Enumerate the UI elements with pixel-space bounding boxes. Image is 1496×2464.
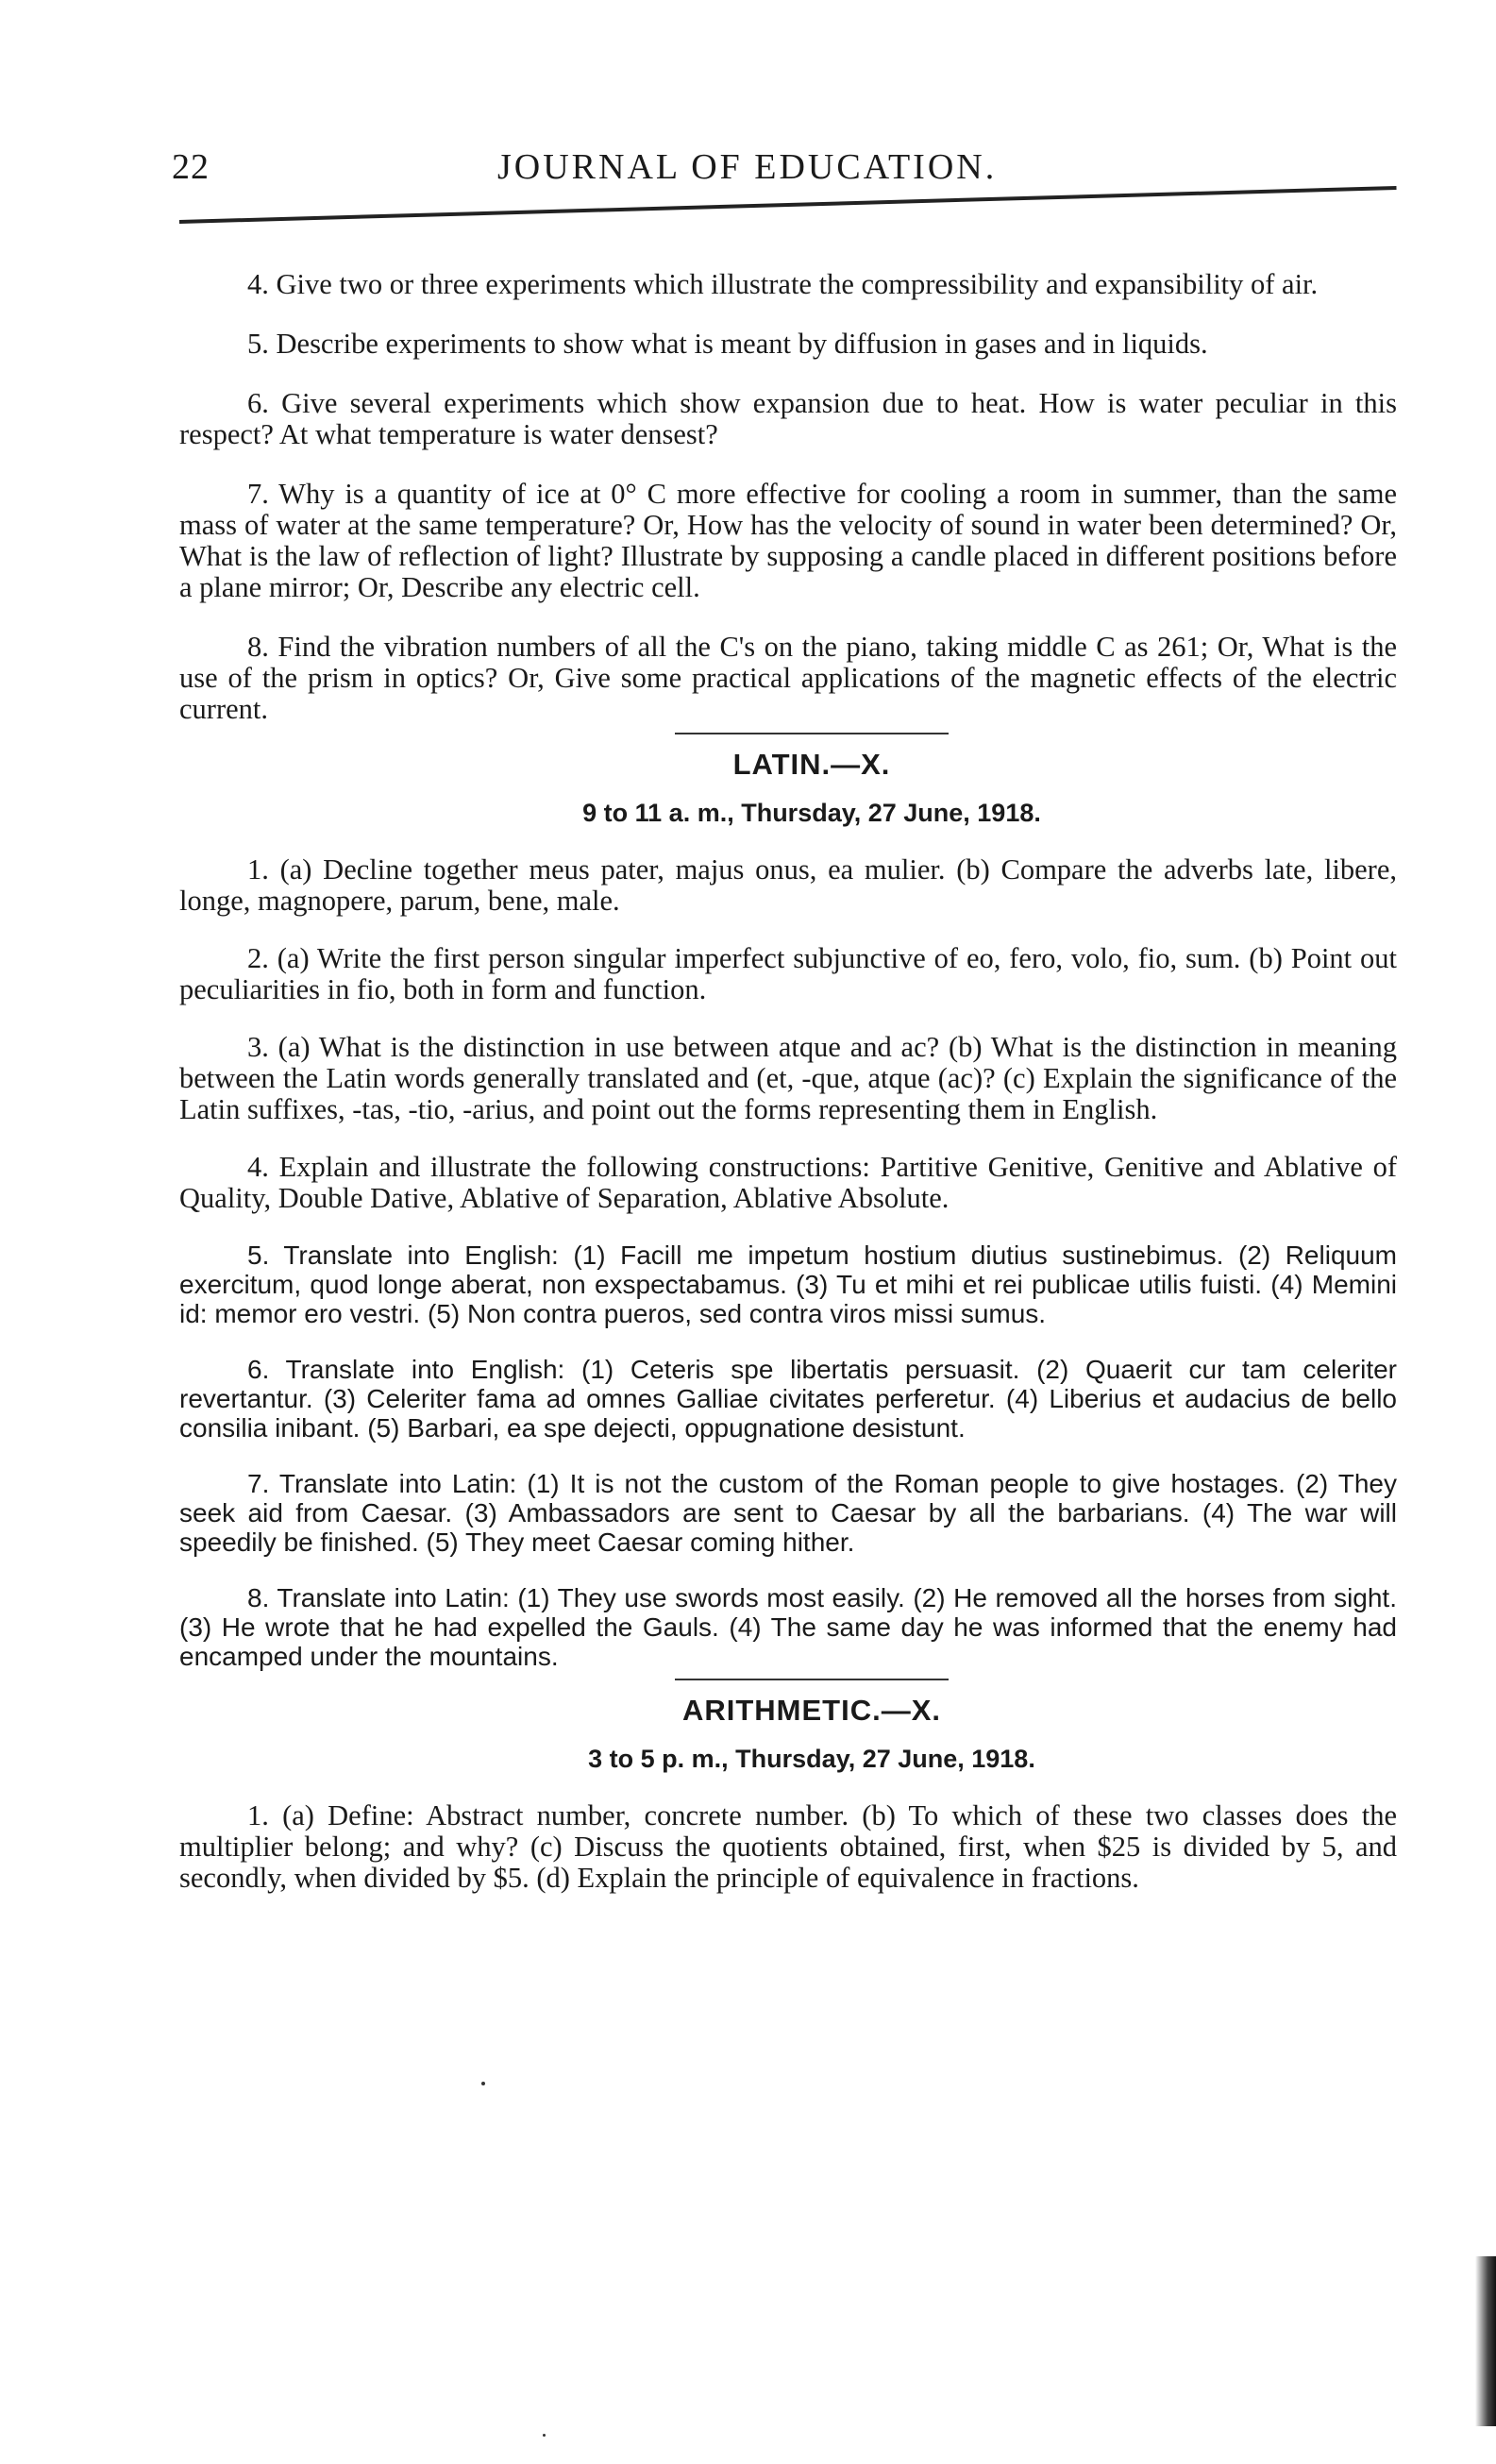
arithmetic-exam-time: 3 to 5 p. m., Thursday, 27 June, 1918. bbox=[588, 1745, 1035, 1773]
latin-section-title: LATIN.—X. bbox=[732, 748, 891, 781]
journal-title: JOURNAL OF EDUCATION. bbox=[497, 147, 998, 187]
physics-question-5: 5. Describe experiments to show what is meant by diffusion in gases and in liquids. bbox=[247, 328, 1208, 360]
print-speck bbox=[481, 2082, 485, 2085]
latin-question-5: 5. Translate into English: (1) Facill me impetum hostium diutius sustinebimus. (2) Reliquum exercitum, quod longe aberat, non exspectabamus. (3) Tu et mihi et rei publicae utilis fuisti. (4) Memini id: memor ero vestri. (5) Non contra pueros, sed contra viros missi sumus. bbox=[179, 1240, 1397, 1328]
latin-question-8: 8. Translate into Latin: (1) They use swords most easily. (2) He removed all the horses from sight. (3) He wrote that he had expelled the Gauls. (4) The same day he was informed that the enemy had encamped under the mountains. bbox=[179, 1583, 1397, 1671]
latin-exam-time: 9 to 11 a. m., Thursday, 27 June, 1918. bbox=[582, 799, 1041, 827]
physics-question-4: 4. Give two or three experiments which illustrate the compressibility and expansibility of air. bbox=[247, 268, 1319, 300]
arithmetic-question-1: 1. (a) Define: Abstract number, concrete number. (b) To which of these two classes does the multiplier belong; and why? (c) Discuss the quotients obtained, first, when $25 is divided by 5, and secondly, when divided by $5. (d) Explain the principle of equivalence in fractions. bbox=[179, 1799, 1397, 1894]
latin-question-2: 2. (a) Write the first person singular imperfect subjunctive of eo, fero, volo, fio, sum. (b) Point out peculiarities in fio, both in form and function. bbox=[179, 942, 1397, 1005]
print-speck bbox=[543, 2434, 546, 2437]
physics-question-6: 6. Give several experiments which show expansion due to heat. How is water peculiar in this respect? At what temperature is water densest? bbox=[179, 387, 1397, 450]
physics-question-8: 8. Find the vibration numbers of all the C's on the piano, taking middle C as 261; Or, What is the use of the prism in optics? Or, Give some practical applications of the magnetic effects of the electric current. bbox=[179, 631, 1397, 725]
page-number: 22 bbox=[172, 147, 210, 187]
arithmetic-section-title: ARITHMETIC.—X. bbox=[681, 1694, 942, 1727]
latin-question-4: 4. Explain and illustrate the following constructions: Partitive Genitive, Genitive and Ablative of Quality, Double Dative, Ablative of Separation, Ablative Absolute. bbox=[179, 1151, 1397, 1214]
latin-section bbox=[179, 733, 1397, 1671]
section-divider bbox=[675, 733, 949, 734]
latin-question-1: 1. (a) Decline together meus pater, majus onus, ea mulier. (b) Compare the adverbs late, libere, longe, magnopere, parum, bene, male. bbox=[179, 853, 1397, 917]
page-edge-shadow bbox=[1475, 2256, 1496, 2426]
physics-question-7: 7. Why is a quantity of ice at 0° C more effective for cooling a room in summer, than the same mass of water at the same temperature? Or, How has the velocity of sound in water been determined? Or, What is the law of reflection of light? Illustrate by supposing a candle placed in different positions before a plane mirror; Or, Describe any electric cell. bbox=[179, 478, 1397, 603]
latin-question-7: 7. Translate into Latin: (1) It is not the custom of the Roman people to give hostages. (2) They seek aid from Caesar. (3) Ambassadors are sent to Caesar by all the barbarians. (4) The war will speedily be finished. (5) They meet Caesar coming hither. bbox=[179, 1469, 1397, 1557]
latin-question-6: 6. Translate into English: (1) Ceteris spe libertatis persuasit. (2) Quaerit cur tam celeriter revertantur. (3) Celeriter fama ad omnes Galliae civitates perferetur. (4) Liberius et audacius de bello consilia inibant. (5) Barbari, ea spe dejecti, oppugnatione desistunt. bbox=[179, 1355, 1397, 1443]
physics-questions bbox=[179, 269, 1397, 725]
arithmetic-section bbox=[179, 1679, 1397, 1894]
page-content bbox=[179, 269, 1397, 1922]
latin-question-3: 3. (a) What is the distinction in use between atque and ac? (b) What is the distinction in meaning between the Latin words generally translated and (et, -que, atque (ac)? (c) Explain the significance of the Latin suffixes, -tas, -tio, -arius, and point out the forms representing them in English. bbox=[179, 1031, 1397, 1125]
section-divider bbox=[675, 1679, 949, 1680]
